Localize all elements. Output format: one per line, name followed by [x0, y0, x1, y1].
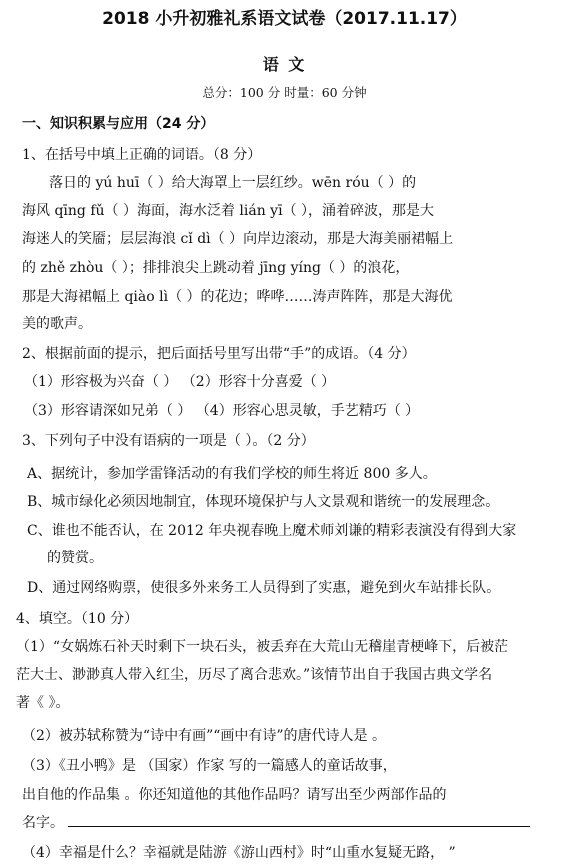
question-2-row: （3）形容请深如兄弟（ ） （4）形容心思灵敏，手艺精巧（ ） [24, 403, 420, 419]
answer-blank-line [68, 826, 530, 827]
section-heading: 一、知识积累与应用（24 分） [22, 116, 215, 132]
question-4-stem: 4、填空。（10 分） [16, 611, 139, 627]
question-4-part-4: （4）幸福是什么？幸福就是陆游《游山西村》时“山重水复疑无路， ” [22, 845, 456, 861]
option-c-continued: 的赞赏。 [47, 550, 103, 566]
subject-heading: 语 文 [262, 55, 307, 74]
question-4-part-1: 茫大士、渺渺真人带入红尘，历尽了离合悲欢。”该情节出自于我国古典文学名 [16, 667, 493, 683]
question-4-part-3: （3）《丑小鸭》是 （国家）作家 写的一篇感人的童话故事， [22, 758, 397, 774]
option-a: A、据统计，参加学雷锋活动的有我们学校的师生将近 800 多人。 [27, 466, 437, 482]
question-2-row: （1）形容极为兴奋（ ） （2）形容十分喜爱（ ） [24, 374, 336, 390]
question-2-stem: 2、根据前面的提示，把后面括号里写出带“手”的成语。（4 分） [22, 346, 416, 362]
question-4-part-3: 出自他的作品集 。你还知道他的其他作品吗？请写出至少两部作品的 [22, 787, 447, 803]
question-4-part-3: 名字。 [22, 815, 64, 831]
question-1-line: 的 zhě zhòu（ ）；排排浪尖上跳动着 jīng yíng（ ）的浪花， [22, 260, 410, 276]
exam-info: 总分：100 分 时量：60 分钟 [202, 85, 367, 100]
question-4-part-1: 著《 》。 [16, 695, 70, 711]
question-1-line: 海迷人的笑靥；层层海浪 cǐ dì（ ）向岸边滚动，那是大海美丽裙幅上 [22, 231, 454, 247]
question-1-stem: 1、在括号中填上正确的词语。（8 分） [22, 147, 262, 163]
option-b: B、城市绿化必须因地制宜，体现环境保护与人文景观和谐统一的发展理念。 [27, 494, 500, 510]
question-4-part-2: （2）被苏轼称赞为“诗中有画”“画中有诗”的唐代诗人是 。 [22, 728, 386, 744]
option-d: D、通过网络购票，使很多外来务工人员得到了实惠，避免到火车站排长队。 [27, 580, 501, 596]
question-4-part-1: （1）“女娲炼石补天时剩下一块石头，被丢弃在大荒山无稽崖青梗峰下，后被茫 [16, 639, 509, 655]
question-3-stem: 3、下列句子中没有语病的一项是（ ）。（2 分） [22, 433, 315, 449]
exam-title: 2018 小升初雅礼系语文试卷（2017.11.17） [102, 9, 467, 29]
question-1-line: 美的歌声。 [22, 316, 92, 332]
question-1-line: 海风 qīng fǔ（ ）海面，海水泛着 lián yī（ ），涌着碎波，那是大 [22, 203, 435, 219]
option-c: C、谁也不能否认，在 2012 年央视春晚上魔术师刘谦的精彩表演没有得到大家 [27, 523, 517, 539]
question-1-line: 落日的 yú huī（ ）给大海罩上一层红纱。wēn róu（ ）的 [49, 175, 417, 191]
question-1-line: 那是大海裙幅上 qiào lì（ ）的花边；哗哗……涛声阵阵，那是大海优 [22, 289, 453, 305]
